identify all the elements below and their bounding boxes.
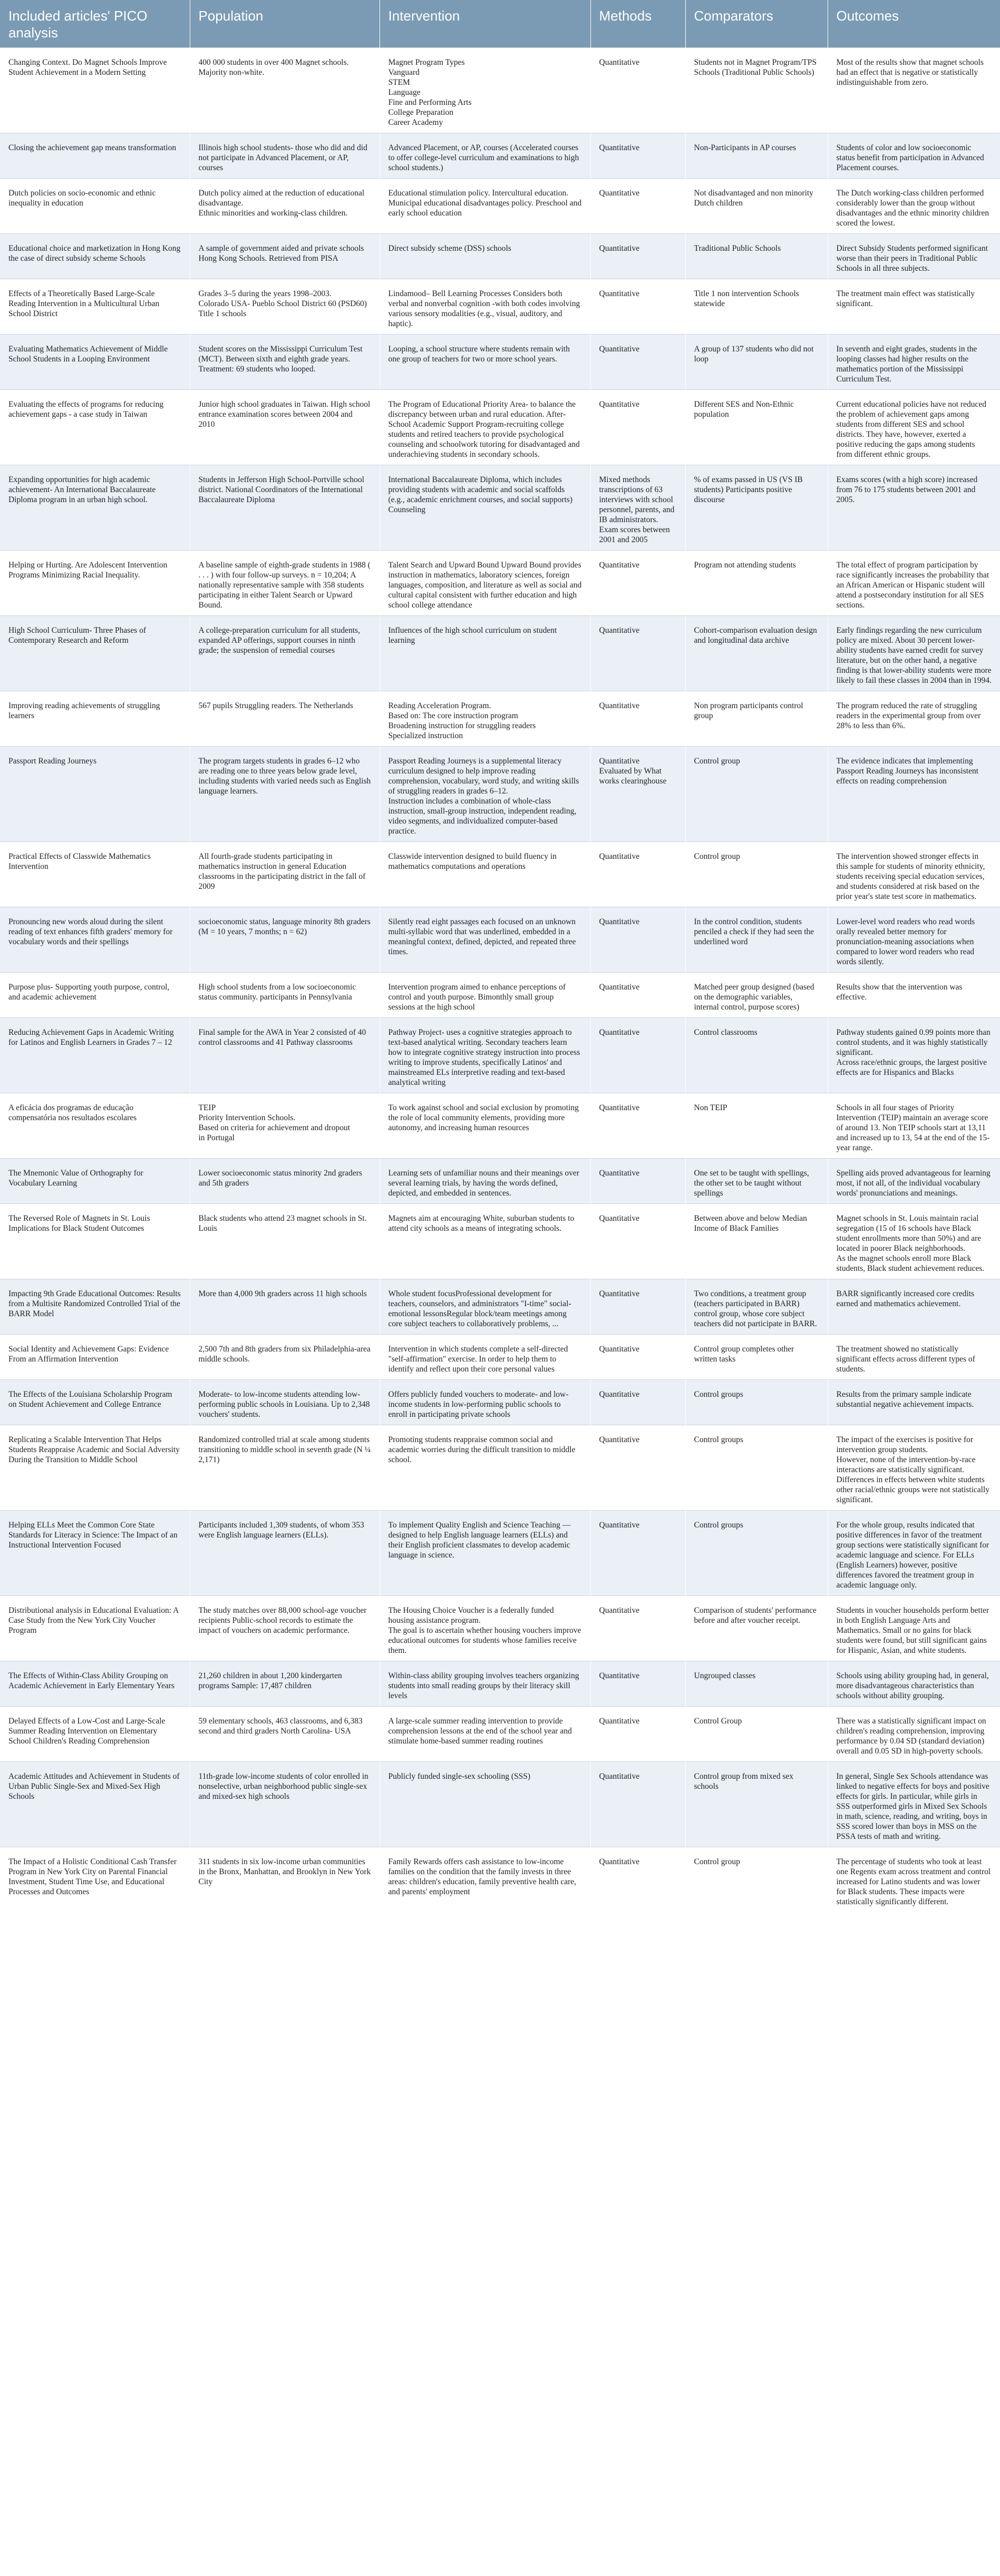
cell-article: Social Identity and Achievement Gaps: Evidence From an Affirmation Intervention (0, 1335, 190, 1380)
cell-outcomes: Early findings regarding the new curriculum policy are mixed. About 30 percent lower-ability students have earned credit for survey literature, but on the other hand, a negative finding is that lower-ability students were more likely to fail these classes in 2004 than in 1994. (828, 616, 1000, 691)
cell-article: The Mnemonic Value of Orthography for Vocabulary Learning (0, 1159, 190, 1204)
cell-population: Final sample for the AWA in Year 2 consisted of 40 control classrooms and 41 Pathway classrooms (190, 1018, 380, 1093)
header-articles: Included articles' PICO analysis (0, 0, 190, 48)
cell-comparators: Between above and below Median Income of Black Families (685, 1204, 828, 1279)
cell-methods: Quantitative (590, 1159, 685, 1204)
table-row (0, 133, 1000, 179)
cell-intervention: Within-class ability grouping involves teachers organizing students into small reading groups by their literacy skill levels (380, 1661, 590, 1707)
cell-methods: Quantitative (590, 1661, 685, 1707)
cell-comparators: Non TEIP (685, 1093, 828, 1159)
cell-intervention: Pathway Project- uses a cognitive strategies approach to text-based analytical writing. Secondary teachers learn how to integrate cognitive strategy instruction into process writing to improve students, specifically Latinos' and mainstreamed ELs interpretive reading and text-based analytical writing (380, 1018, 590, 1093)
cell-comparators: Program not attending students (685, 551, 828, 616)
cell-comparators: A group of 137 students who did not loop (685, 335, 828, 390)
cell-outcomes: The evidence indicates that implementing Passport Reading Journeys has inconsistent effects on reading comprehension (828, 747, 1000, 842)
cell-population: Students in Jefferson High School-Portville school district. National Coordinators of the International Baccalaureate Diploma (190, 465, 380, 551)
cell-outcomes: Exams scores (with a high score) increased from 76 to 175 students between 2001 and 2005. (828, 465, 1000, 551)
cell-outcomes: Schools in all four stages of Priority Intervention (TEIP) maintain an average score of around 13. Non TEIP schools start at 13,11 and increased up to 13, 54 at the end of the 15-year range. (828, 1093, 1000, 1159)
cell-population: High school students from a low socioeconomic status community. participants in Pennsylvania (190, 973, 380, 1018)
cell-comparators: In the control condition, students penciled a check if they had seen the underlined word (685, 907, 828, 973)
cell-comparators: Control Group (685, 1707, 828, 1762)
table-row (0, 1159, 1000, 1204)
cell-methods: Quantitative (590, 1335, 685, 1380)
cell-article: Practical Effects of Classwide Mathematics Intervention (0, 842, 190, 907)
cell-comparators: Cohort-comparison evaluation design and longitudinal data archive (685, 616, 828, 691)
cell-methods: Quantitative (590, 1847, 685, 1913)
table-row (0, 973, 1000, 1018)
cell-intervention: Magnet Program Types Vanguard STEM Language Fine and Performing Arts College Preparation Career Academy (380, 48, 590, 133)
cell-population: A college-preparation curriculum for all students, expanded AP offerings, support courses in ninth grade; the suspension of remedial courses (190, 616, 380, 691)
cell-intervention: Classwide intervention designed to build fluency in mathematics computations and operations (380, 842, 590, 907)
cell-population: 21,260 children in about 1,200 kindergarten programs Sample: 17,487 children (190, 1661, 380, 1707)
cell-outcomes: The treatment showed no statistically significant effects across different types of students. (828, 1335, 1000, 1380)
cell-methods: Quantitative (590, 1425, 685, 1511)
table-row (0, 907, 1000, 973)
header-methods: Methods (590, 0, 685, 48)
cell-population: 311 students in six low-income urban communities in the Bronx, Manhattan, and Brooklyn in New York City (190, 1847, 380, 1913)
cell-article: A eficácia dos programas de educação compensatória nos resultados escolares (0, 1093, 190, 1159)
cell-outcomes: There was a statistically significant impact on children's reading comprehension, improving performance by 0.04 SD (standard deviation) overall and 0.05 SD in high-poverty schools. (828, 1707, 1000, 1762)
cell-article: Academic Attitudes and Achievement in Students of Urban Public Single-Sex and Mixed-Sex High Schools (0, 1762, 190, 1847)
cell-article: Expanding opportunities for high academic achievement- An International Baccalaureate Diploma program in an urban high school. (0, 465, 190, 551)
cell-methods: Quantitative (590, 234, 685, 279)
cell-outcomes: Spelling aids proved advantageous for learning most, if not all, of the individual vocabulary words' pronunciations and meanings. (828, 1159, 1000, 1204)
cell-population: Dutch policy aimed at the reduction of educational disadvantage. Ethnic minorities and working-class children. (190, 179, 380, 234)
cell-outcomes: The program reduced the rate of struggling readers in the experimental group from over 28% to less than 6%. (828, 691, 1000, 747)
cell-comparators: Ungrouped classes (685, 1661, 828, 1707)
cell-population: Lower socioeconomic status minority 2nd graders and 5th graders (190, 1159, 380, 1204)
table-row (0, 1847, 1000, 1913)
cell-intervention: Talent Search and Upward Bound Upward Bound provides instruction in mathematics, laboratory sciences, foreign languages, composition, and literature as well as social and cultural capital consistent with further education and high school college attendance (380, 551, 590, 616)
table-row (0, 48, 1000, 133)
table-row (0, 1018, 1000, 1093)
cell-methods: Quantitative (590, 1018, 685, 1093)
cell-population: Grades 3–5 during the years 1998–2003. Colorado USA- Pueblo School District 60 (PSD60) Title 1 schools (190, 279, 380, 335)
table-row (0, 1093, 1000, 1159)
cell-intervention: Advanced Placement, or AP, courses (Accelerated courses to offer college-level curriculum and examinations to high school students.) (380, 133, 590, 179)
cell-intervention: Intervention in which students complete a self-directed "self-affirmation" exercise. In order to help them to identify and reflect upon their core personal values (380, 1335, 590, 1380)
cell-outcomes: Students in voucher households perform better in both English Language Arts and Mathematics. Small or no gains for black students were found, but still significant gains for Hispanic, Asian, and white students. (828, 1596, 1000, 1661)
cell-intervention: Learning sets of unfamiliar nouns and their meanings over several learning trials, by having the words defined, depicted, and embedded in sentences. (380, 1159, 590, 1204)
table-row (0, 1596, 1000, 1661)
cell-comparators: Control group (685, 842, 828, 907)
header-population: Population (190, 0, 380, 48)
cell-article: Distributional analysis in Educational Evaluation: A Case Study from the New York City Voucher Program (0, 1596, 190, 1661)
table-body (0, 48, 1000, 1913)
cell-population: All fourth-grade students participating in mathematics instruction in general Education classrooms in the participating district in the fall of 2009 (190, 842, 380, 907)
cell-population: More than 4,000 9th graders across 11 high schools (190, 1279, 380, 1335)
cell-intervention: Publicly funded single-sex schooling (SSS) (380, 1762, 590, 1847)
cell-intervention: Lindamood– Bell Learning Processes Considers both verbal and nonverbal cognition -with both codes involving various sensory modalities (e.g., visual, auditory, and haptic). (380, 279, 590, 335)
table-row (0, 1335, 1000, 1380)
cell-comparators: Two conditions, a treatment group (teachers participated in BARR) control group, whose core subject teachers did not participate in BARR. (685, 1279, 828, 1335)
cell-outcomes: Direct Subsidy Students performed significant worse than their peers in Traditional Public Schools in all three subjects. (828, 234, 1000, 279)
cell-outcomes: Results show that the intervention was effective. (828, 973, 1000, 1018)
cell-comparators: % of exams passed in US (VS IB students) Participants positive discourse (685, 465, 828, 551)
cell-methods: Quantitative (590, 390, 685, 465)
cell-article: Evaluating Mathematics Achievement of Middle School Students in a Looping Environment (0, 335, 190, 390)
cell-outcomes: Schools using ability grouping had, in general, more disadvantageous characteristics than schools without ability grouping. (828, 1661, 1000, 1707)
table-row (0, 390, 1000, 465)
cell-methods: Quantitative (590, 842, 685, 907)
cell-population: 11th-grade low-income students of color enrolled in nonselective, urban neighborhood public single-sex and mixed-sex high schools (190, 1762, 380, 1847)
cell-comparators: Non-Participants in AP courses (685, 133, 828, 179)
cell-comparators: Matched peer group designed (based on the demographic variables, internal control, purpose scores) (685, 973, 828, 1018)
cell-methods: Quantitative (590, 907, 685, 973)
cell-population: Junior high school graduates in Taiwan. High school entrance examination scores between 2004 and 2010 (190, 390, 380, 465)
cell-intervention: The Housing Choice Voucher is a federally funded housing assistance program. The goal is to ascertain whether housing vouchers improve educational outcomes for students whose families receive them. (380, 1596, 590, 1661)
cell-outcomes: The total effect of program participation by race significantly increases the probability that an African American or Hispanic student will attend a postsecondary institution for all SES sections. (828, 551, 1000, 616)
cell-intervention: Passport Reading Journeys is a supplemental literacy curriculum designed to help improve reading comprehension, vocabulary, word study, and writing skills of struggling readers in grades 6–12. Instruction includes a combination of whole-class instruction, small-group instruction, independent reading, video segments, and individualized computer-based practice. (380, 747, 590, 842)
cell-population: Moderate- to low-income students attending low-performing public schools in Louisiana. Up to 2,348 vouchers' students. (190, 1380, 380, 1425)
cell-article: High School Curriculum- Three Phases of Contemporary Research and Reform (0, 616, 190, 691)
cell-article: Helping ELLs Meet the Common Core State Standards for Literacy in Science: The Impact of an Instructional Intervention Focused (0, 1511, 190, 1596)
cell-outcomes: BARR significantly increased core credits earned and mathematics achievement. (828, 1279, 1000, 1335)
cell-intervention: The Program of Educational Priority Area- to balance the discrepancy between urban and rural education. After-School Academic Support Program-recruiting college students and retired teachers to provide psychological counseling and schoolwork tutoring for disadvantaged and underachieving students in secondary schools. (380, 390, 590, 465)
table-row (0, 1511, 1000, 1596)
table-row (0, 747, 1000, 842)
cell-comparators: Control groups (685, 1425, 828, 1511)
cell-methods: Quantitative (590, 1596, 685, 1661)
cell-intervention: Educational stimulation policy. Intercultural education. Municipal educational disadvantages policy. Preschool and early school education (380, 179, 590, 234)
cell-comparators: Not disadvantaged and non minority Dutch children (685, 179, 828, 234)
cell-methods: Quantitative (590, 1279, 685, 1335)
table-row (0, 179, 1000, 234)
cell-methods: Quantitative (590, 1380, 685, 1425)
cell-comparators: Non program participants control group (685, 691, 828, 747)
cell-article: Passport Reading Journeys (0, 747, 190, 842)
cell-comparators: Students not in Magnet Program/TPS Schools (Traditional Public Schools) (685, 48, 828, 133)
cell-article: Evaluating the effects of programs for reducing achievement gaps - a case study in Taiwan (0, 390, 190, 465)
cell-population: Illinois high school students- those who did and did not participate in Advanced Placement, or AP, courses (190, 133, 380, 179)
cell-article: Changing Context. Do Magnet Schools Improve Student Achievement in a Modern Setting (0, 48, 190, 133)
cell-outcomes: Pathway students gained 0.99 points more than control students, and it was highly statistically significant. Across race/ethnic groups, the largest positive effects are for Hispanics and Blacks (828, 1018, 1000, 1093)
cell-methods: Quantitative (590, 1762, 685, 1847)
cell-outcomes: In seventh and eight grades, students in the looping classes had higher results on the mathematics portion of the Mississippi Curriculum Test. (828, 335, 1000, 390)
cell-article: The Reversed Role of Magnets in St. Louis Implications for Black Student Outcomes (0, 1204, 190, 1279)
cell-article: The Effects of the Louisiana Scholarship Program on Student Achievement and College Entrance (0, 1380, 190, 1425)
cell-article: Delayed Effects of a Low-Cost and Large-Scale Summer Reading Intervention on Elementary School Children's Reading Comprehension (0, 1707, 190, 1762)
cell-comparators: Control group from mixed sex schools (685, 1762, 828, 1847)
header-intervention: Intervention (380, 0, 590, 48)
cell-outcomes: For the whole group, results indicated that positive differences in favor of the treatment group sections were statistically significant for academic language and science. For ELLs (English Learners) however, positive differences favored the treatment group in academic language only. (828, 1511, 1000, 1596)
table-row (0, 1204, 1000, 1279)
cell-article: Improving reading achievements of struggling learners (0, 691, 190, 747)
cell-methods: Quantitative (590, 551, 685, 616)
cell-intervention: Influences of the high school curriculum on student learning (380, 616, 590, 691)
cell-comparators: Control group completes other written tasks (685, 1335, 828, 1380)
cell-methods: Quantitative (590, 691, 685, 747)
cell-outcomes: In general, Single Sex Schools attendance was linked to negative effects for boys and positive effects for girls. In particular, while girls in SSS outperformed girls in Mixed Sex Schools in math, science, reading, and writing, boys in SSS scored lower than boys in MSS on the PSSA tests of math and writing. (828, 1762, 1000, 1847)
cell-article: Dutch policies on socio-economic and ethnic inequality in education (0, 179, 190, 234)
cell-comparators: One set to be taught with spellings, the other set to be taught without spellings (685, 1159, 828, 1204)
cell-article: Effects of a Theoretically Based Large-Scale Reading Intervention in a Multicultural Urban School District (0, 279, 190, 335)
cell-intervention: Family Rewards offers cash assistance to low-income families on the condition that the family invests in three areas: children's education, family preventive health care, and parents' employment (380, 1847, 590, 1913)
cell-methods: Quantitative (590, 973, 685, 1018)
cell-article: The Effects of Within-Class Ability Grouping on Academic Achievement in Early Elementary Years (0, 1661, 190, 1707)
table-row (0, 551, 1000, 616)
table-header (0, 0, 1000, 48)
cell-outcomes: The impact of the exercises is positive for intervention group students. However, none of the intervention-by-race interactions are statistically significant. Differences in effects between white students other racial/ethnic groups were not statistically significant. (828, 1425, 1000, 1511)
table-row (0, 616, 1000, 691)
cell-methods: Quantitative (590, 1707, 685, 1762)
cell-outcomes: The Dutch working-class children performed considerably lower than the group without disadvantages and the ethnic minority children scored the lowest. (828, 179, 1000, 234)
cell-population: Participants included 1,309 students, of whom 353 were English language learners (ELLs). (190, 1511, 380, 1596)
cell-methods: Quantitative (590, 48, 685, 133)
cell-methods: Quantitative (590, 279, 685, 335)
cell-comparators: Control groups (685, 1380, 828, 1425)
table-row (0, 279, 1000, 335)
cell-population: A baseline sample of eighth-grade students in 1988 ( . . . ) with four follow-up surveys. n = 10,204; A nationally representative sample with 358 students participating in either Talent Search or Upward Bound. (190, 551, 380, 616)
cell-comparators: Traditional Public Schools (685, 234, 828, 279)
cell-outcomes: Current educational policies have not reduced the problem of achievement gaps among students from different SES and school districts. They have, however, exerted a positive reducing the gaps among students from different ethnic groups. (828, 390, 1000, 465)
cell-intervention: A large-scale summer reading intervention to provide comprehension lessons at the end of the school year and stimulate home-based summer reading routines (380, 1707, 590, 1762)
cell-methods: Mixed methods transcriptions of 63 interviews with school personnel, parents, and IB administrators. Exam scores between 2001 and 2005 (590, 465, 685, 551)
cell-article: Replicating a Scalable Intervention That Helps Students Reappraise Academic and Social Adversity During the Transition to Middle School (0, 1425, 190, 1511)
cell-intervention: Silently read eight passages each focused on an unknown multi-syllabic word that was underlined, embedded in a meaningful context, defined, depicted, and repeated three times. (380, 907, 590, 973)
cell-outcomes: Most of the results show that magnet schools had an effect that is negative or statistically indistinguishable from zero. (828, 48, 1000, 133)
cell-comparators: Control group (685, 747, 828, 842)
cell-population: Black students who attend 23 magnet schools in St. Louis (190, 1204, 380, 1279)
cell-comparators: Control group (685, 1847, 828, 1913)
cell-intervention: Looping, a school structure where students remain with one group of teachers for two or more school years. (380, 335, 590, 390)
cell-population: 2,500 7th and 8th graders from six Philadelphia-area middle schools. (190, 1335, 380, 1380)
cell-article: Educational choice and marketization in Hong Kong the case of direct subsidy scheme Schools (0, 234, 190, 279)
cell-intervention: To work against school and social exclusion by promoting the role of local community elements, providing more autonomy, and increasing human resources (380, 1093, 590, 1159)
cell-intervention: To implement Quality English and Science Teaching —designed to help English language learners (ELLs) and their English proficient classmates to develop academic language in science. (380, 1511, 590, 1596)
cell-outcomes: Results from the primary sample indicate substantial negative achievement impacts. (828, 1380, 1000, 1425)
cell-comparators: Control groups (685, 1511, 828, 1596)
cell-comparators: Comparison of students' performance before and after voucher receipt. (685, 1596, 828, 1661)
header-comparators: Comparators (685, 0, 828, 48)
cell-methods: Quantitative (590, 179, 685, 234)
cell-article: Impacting 9th Grade Educational Outcomes: Results from a Multisite Randomized Controlled Trial of the BARR Model (0, 1279, 190, 1335)
cell-intervention: Direct subsidy scheme (DSS) schools (380, 234, 590, 279)
table-row (0, 1762, 1000, 1847)
cell-population: Randomized controlled trial at scale among students transitioning to middle school in seventh grade (N ¼ 2,171) (190, 1425, 380, 1511)
cell-methods: Quantitative (590, 616, 685, 691)
cell-population: 400 000 students in over 400 Magnet schools. Majority non-white. (190, 48, 380, 133)
cell-outcomes: The treatment main effect was statistically significant. (828, 279, 1000, 335)
table-row (0, 1661, 1000, 1707)
cell-article: Pronouncing new words aloud during the silent reading of text enhances fifth graders' memory for vocabulary words and their spellings (0, 907, 190, 973)
cell-article: Reducing Achievement Gaps in Academic Writing for Latinos and English Learners in Grades 7 – 12 (0, 1018, 190, 1093)
cell-methods: Quantitative Evaluated by What works clearinghouse (590, 747, 685, 842)
cell-intervention: Intervention program aimed to enhance perceptions of control and youth purpose. Bimonthly small group sessions at the high school (380, 973, 590, 1018)
cell-outcomes: The percentage of students who took at least one Regents exam across treatment and control increased for Latino students and was lower for Black students. These impacts were statistically significantly different. (828, 1847, 1000, 1913)
cell-population: socioeconomic status, language minority 8th graders (M = 10 years, 7 months; n = 62) (190, 907, 380, 973)
table-row (0, 1279, 1000, 1335)
cell-outcomes: Magnet schools in St. Louis maintain racial segregation (15 of 16 schools have Black student enrollments more than 50%) and are located in poorer Black neighborhoods. As the magnet schools enroll more Black students, Black student achievement reduces. (828, 1204, 1000, 1279)
cell-intervention: Promoting students reappraise common social and academic worries during the difficult transition to middle school. (380, 1425, 590, 1511)
cell-article: The Impact of a Holistic Conditional Cash Transfer Program in New York City on Parental Financial Investment, Student Time Use, and Educational Processes and Outcomes (0, 1847, 190, 1913)
cell-article: Closing the achievement gap means transformation (0, 133, 190, 179)
table-row (0, 1425, 1000, 1511)
cell-article: Helping or Hurting. Are Adolescent Intervention Programs Minimizing Racial Inequality. (0, 551, 190, 616)
cell-outcomes: Lower-level word readers who read words orally revealed better memory for pronunciation-meaning associations when compared to lower word readers who read words silently. (828, 907, 1000, 973)
table-row (0, 1380, 1000, 1425)
cell-intervention: Magnets aim at encouraging White, suburban students to attend city schools as a means of integrating schools. (380, 1204, 590, 1279)
cell-population: The program targets students in grades 6–12 who are reading one to three years below grade level, including students with varied needs such as English language learners. (190, 747, 380, 842)
cell-population: The study matches over 88,000 school-age voucher recipients Public-school records to estimate the impact of vouchers on academic performance. (190, 1596, 380, 1661)
cell-intervention: Reading Acceleration Program. Based on: The core instruction program Broadening instruction for struggling readers Specialized instruction (380, 691, 590, 747)
cell-methods: Quantitative (590, 1511, 685, 1596)
cell-article: Purpose plus- Supporting youth purpose, control, and academic achievement (0, 973, 190, 1018)
table-row (0, 335, 1000, 390)
cell-outcomes: Students of color and low socioeconomic status benefit from participation in Advanced Placement courses. (828, 133, 1000, 179)
header-row (0, 0, 1000, 48)
cell-outcomes: The intervention showed stronger effects in this sample for students of minority ethnicity, students receiving special education services, and students considered at risk based on the prior year's state test score in mathematics. (828, 842, 1000, 907)
cell-intervention: Whole student focusProfessional development for teachers, counselors, and administrators "I-time" social-emotional lessonsRegular block/team meetings among core subject teachers to collaboratively problems, ... (380, 1279, 590, 1335)
header-outcomes: Outcomes (828, 0, 1000, 48)
cell-population: 567 pupils Struggling readers. The Netherlands (190, 691, 380, 747)
table-row (0, 234, 1000, 279)
cell-intervention: Offers publicly funded vouchers to moderate- and low-income students in low-performing public schools to enroll in participating private schools (380, 1380, 590, 1425)
table-row (0, 691, 1000, 747)
table-row (0, 842, 1000, 907)
cell-population: 59 elementary schools, 463 classrooms, and 6,383 second and third graders North Carolina- USA (190, 1707, 380, 1762)
cell-comparators: Title 1 non intervention Schools statewide (685, 279, 828, 335)
cell-methods: Quantitative (590, 1204, 685, 1279)
cell-methods: Quantitative (590, 1093, 685, 1159)
cell-methods: Quantitative (590, 133, 685, 179)
table-row (0, 465, 1000, 551)
cell-population: A sample of government aided and private schools Hong Kong Schools. Retrieved from PISA (190, 234, 380, 279)
cell-comparators: Control classrooms (685, 1018, 828, 1093)
cell-population: TEIP Priority Intervention Schools. Based on criteria for achievement and dropout in Portugal (190, 1093, 380, 1159)
cell-comparators: Different SES and Non-Ethnic population (685, 390, 828, 465)
cell-intervention: International Baccalaureate Diploma, which includes providing students with academic and social scaffolds (e.g., academic enrichment courses, and social supports) Counseling (380, 465, 590, 551)
cell-methods: Quantitative (590, 335, 685, 390)
cell-population: Student scores on the Mississippi Curriculum Test (MCT). Between sixth and eighth grade years. Treatment: 69 students who looped. (190, 335, 380, 390)
table-row (0, 1707, 1000, 1762)
